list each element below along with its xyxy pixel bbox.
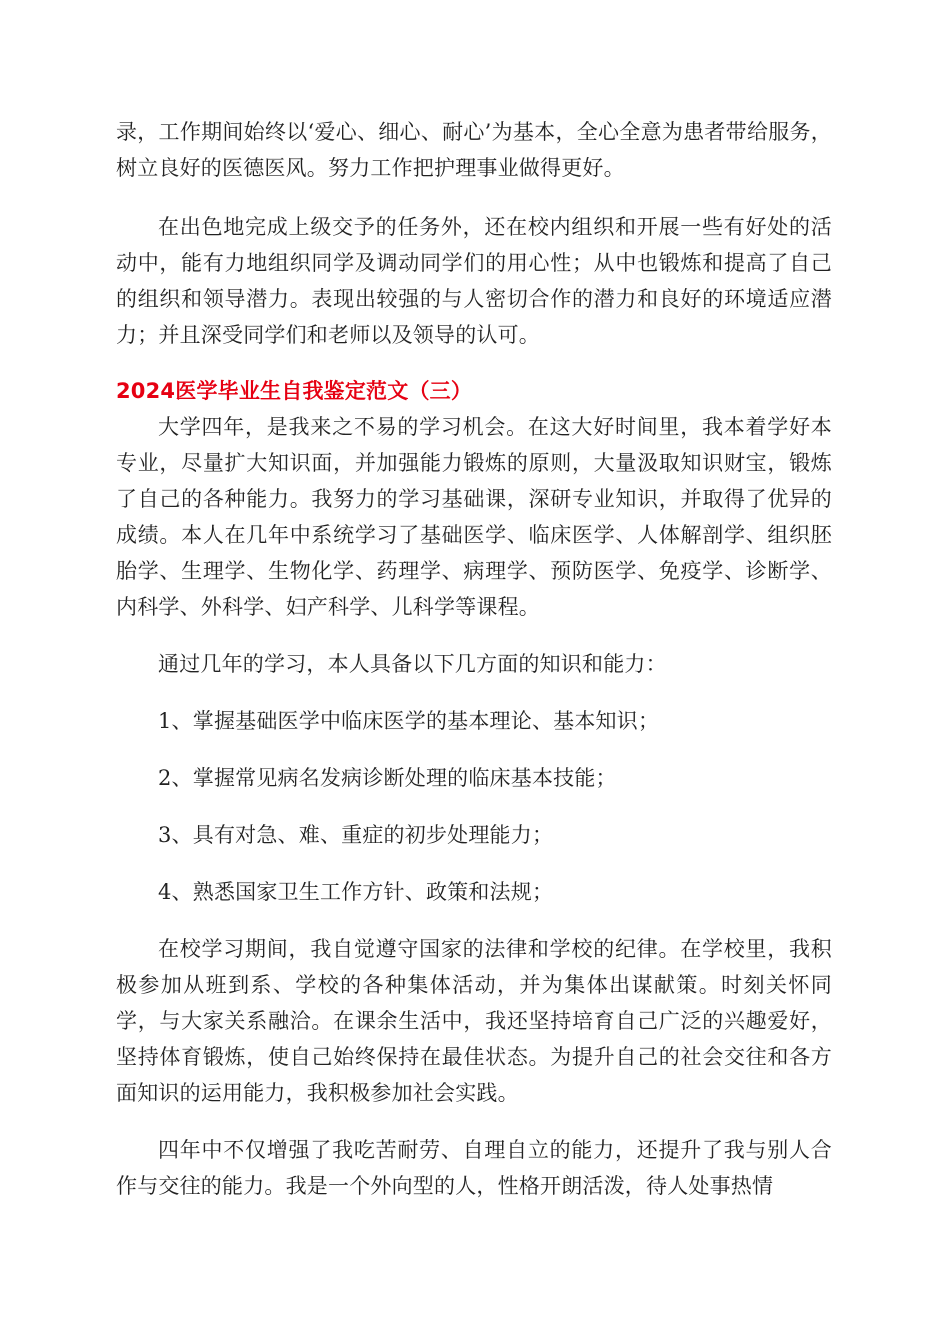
paragraph-continuation: 录，工作期间始终以‘爱心、细心、耐心’为基本，全心全意为患者带给服务，树立良好的医德医风。努力工作把护理事业做得更好。 bbox=[116, 120, 832, 180]
paragraph-intro: 大学四年，是我来之不易的学习机会。在这大好时间里，我本着学好本专业，尽量扩大知识面，并加强能力锻炼的原则，大量汲取知识财宝，锻炼了自己的各种能力。我努力的学习基础课，深研专业知识，并取得了优异的成绩。本人在几年中系统学习了基础医学、临床医学、人体解剖学、组织胚胎学、生理学、生物化学、药理学、病理学、预防医学、免疫学、诊断学、内科学、外科学、妇产科学、儿科学等课程。 bbox=[116, 415, 832, 619]
ability-item-2: 2、掌握常见病名发病诊断处理的临床基本技能； bbox=[158, 766, 617, 790]
paragraph-campus: 在校学习期间，我自觉遵守国家的法律和学校的纪律。在学校里，我积极参加从班到系、学校的各种集体活动，并为集体出谋献策。时刻关怀同学，与大家关系融洽。在课余生活中，我还坚持培育自己广泛的兴趣爱好，坚持体育锻炼，使自己始终保持在最佳状态。为提升自己的社会交往和各方面知识的运用能力，我积极参加社会实践。 bbox=[116, 937, 832, 1105]
paragraph-organization: 在出色地完成上级交予的任务外，还在校内组织和开展一些有好处的活动中，能有力地组织同学及调动同学们的用心性；从中也锻炼和提高了自己的组织和领导潜力。表现出较强的与人密切合作的潜力和良好的环境适应潜力；并且深受同学们和老师以及领导的认可。 bbox=[116, 215, 832, 347]
paragraph-abilities-intro: 通过几年的学习，本人具备以下几方面的知识和能力： bbox=[158, 652, 667, 676]
ability-item-3: 3、具有对急、难、重症的初步处理能力； bbox=[158, 823, 554, 847]
ability-item-1: 1、掌握基础医学中临床医学的基本理论、基本知识； bbox=[158, 709, 660, 733]
paragraph-closing: 四年中不仅增强了我吃苦耐劳、自理自立的能力，还提升了我与别人合作与交往的能力。我是一个外向型的人，性格开朗活泼，待人处事热情 bbox=[116, 1138, 832, 1198]
section-heading: 2024医学毕业生自我鉴定范文（三） bbox=[116, 379, 473, 403]
document-body bbox=[116, 114, 832, 1204]
ability-item-4: 4、熟悉国家卫生工作方针、政策和法规； bbox=[158, 880, 554, 904]
